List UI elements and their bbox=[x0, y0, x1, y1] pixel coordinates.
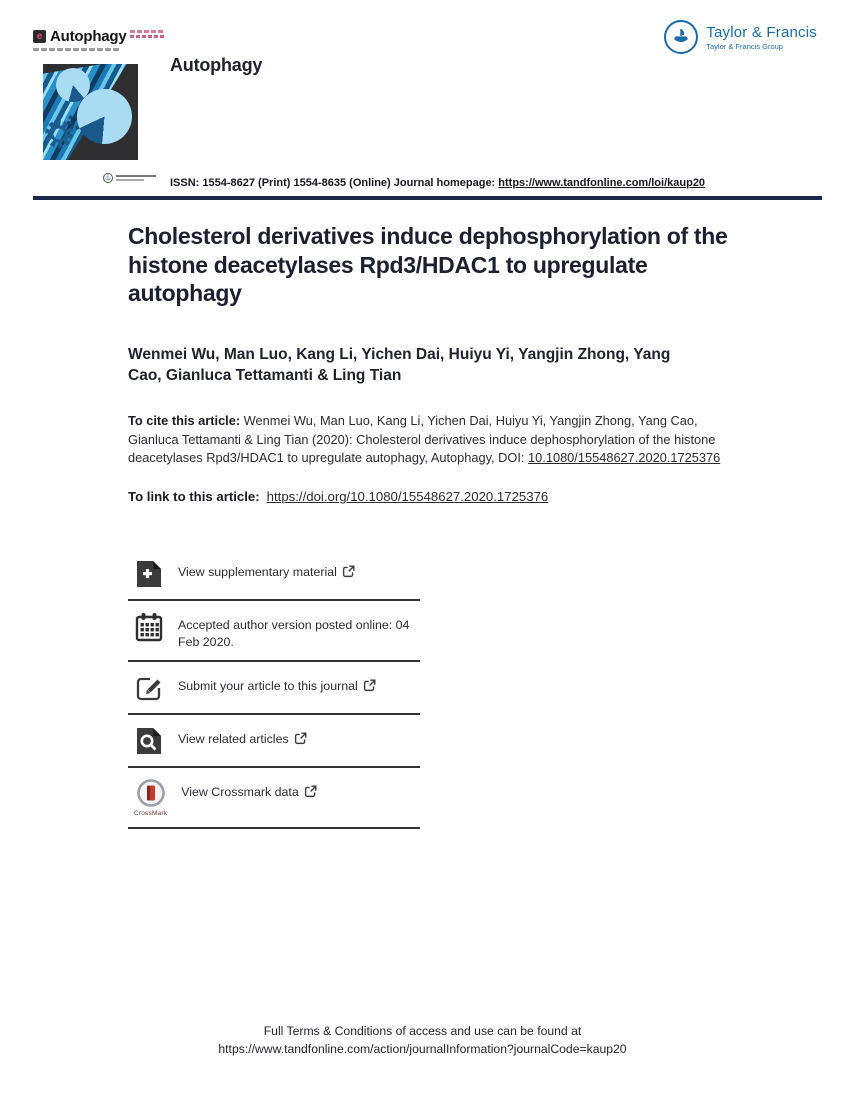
link-line bbox=[128, 489, 548, 504]
action-accepted-date[interactable] bbox=[128, 601, 420, 660]
masthead-title: Autophagy bbox=[50, 28, 127, 45]
footer-line2: https://www.tandfonline.com/action/journalInformation?journalCode=kaup20 bbox=[218, 1041, 627, 1056]
article-title: Cholesterol derivatives induce dephosphorylation of the histone deacetylases Rpd3/HDAC1 to upregulate autophagy bbox=[128, 223, 728, 307]
link-label: To link to this article: bbox=[128, 489, 260, 504]
journal-masthead bbox=[33, 28, 127, 51]
action-view-supplementary[interactable] bbox=[128, 548, 420, 599]
issn-line bbox=[170, 177, 705, 189]
cite-block bbox=[128, 412, 736, 468]
masthead-side-note bbox=[130, 30, 164, 40]
cite-label: To cite this article: bbox=[128, 413, 241, 428]
header-rule bbox=[33, 196, 822, 200]
terms-footer bbox=[0, 1023, 845, 1058]
article-actions bbox=[128, 548, 420, 829]
issn-text: ISSN: 1554-8627 (Print) 1554-8635 (Online) Journal homepage: bbox=[170, 177, 499, 189]
masthead-issue-info bbox=[33, 48, 121, 51]
publisher-group: Taylor & Francis Group bbox=[706, 41, 783, 51]
action-view-crossmark[interactable] bbox=[128, 768, 420, 827]
calendar-icon bbox=[134, 612, 164, 642]
taylor-francis-ship-icon bbox=[664, 20, 698, 54]
divider bbox=[128, 827, 420, 829]
action-label: Accepted author version posted online: 04 Feb 2020. bbox=[178, 618, 410, 649]
footer-line1: Full Terms & Conditions of access and use can be found at bbox=[263, 1024, 582, 1038]
cite-text: Wenmei Wu, Man Luo, Kang Li, Yichen Dai, Huiyu Yi, Yangjin Zhong, Yang Cao, Gianluca Tettamanti & Ling Tian (2020): Cholesterol derivatives induce dephosphorylation of the histone deacetylases Rpd3/HDAC1 to upregulate autophagy, Autophagy, DOI: bbox=[128, 413, 716, 466]
action-label: View related articles bbox=[178, 732, 289, 747]
journal-mini-logo-icon: e bbox=[33, 30, 46, 43]
journal-title: Autophagy bbox=[170, 55, 263, 75]
external-link-icon bbox=[294, 732, 307, 745]
taylor-francis-stamp: ⚓ bbox=[103, 173, 156, 183]
action-submit-article[interactable] bbox=[128, 662, 420, 713]
submit-article-icon bbox=[134, 673, 164, 703]
action-label: View supplementary material bbox=[178, 565, 337, 579]
external-link-icon bbox=[363, 679, 376, 692]
action-label: View Crossmark data bbox=[181, 785, 299, 800]
taylor-francis-logo bbox=[664, 20, 817, 54]
supplementary-material-icon bbox=[134, 559, 164, 589]
crossmark-icon bbox=[134, 779, 167, 817]
crossmark-caption: CrossMark bbox=[134, 810, 168, 818]
action-label: Submit your article to this journal bbox=[178, 679, 358, 694]
article-authors: Wenmei Wu, Man Luo, Kang Li, Yichen Dai, Huiyu Yi, Yangjin Zhong, Yang Cao, Gianluca Tettamanti & Ling Tian bbox=[128, 346, 671, 385]
journal-homepage-link[interactable]: https://www.tandfonline.com/loi/kaup20 bbox=[498, 177, 706, 189]
cite-doi-link[interactable]: 10.1080/15548627.2020.1725376 bbox=[528, 450, 721, 466]
related-articles-icon bbox=[134, 726, 164, 756]
publisher-name: Taylor & Francis bbox=[706, 23, 817, 41]
doi-link[interactable]: https://doi.org/10.1080/15548627.2020.1725376 bbox=[266, 489, 549, 504]
action-view-related[interactable] bbox=[128, 715, 420, 766]
cover-pie-big bbox=[77, 89, 132, 144]
external-link-icon bbox=[342, 565, 355, 578]
journal-cover-art bbox=[43, 64, 138, 160]
external-link-icon bbox=[304, 785, 317, 798]
